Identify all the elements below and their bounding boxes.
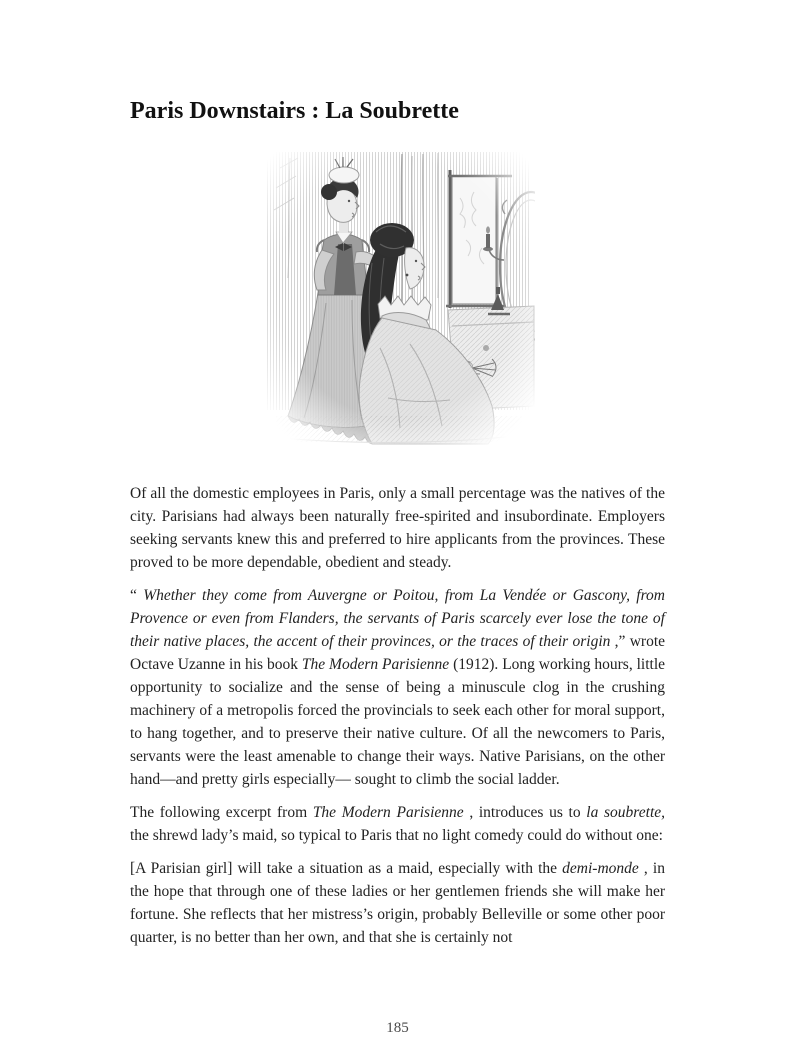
body-text — [130, 482, 665, 949]
page-number: 185 — [386, 1020, 409, 1036]
paragraph — [130, 584, 665, 791]
text-run: The Modern Parisienne — [301, 656, 450, 673]
text-run: [A Parisian girl] will take a situation as a maid, especially with the — [130, 860, 563, 877]
text-run: Whether they come from Auvergne or Poitou, from La Vendée or Gascony, from Provence or even from Flanders, the servants of Paris scarcely ever lose the tone of their native places, the accent of their provinces, or the traces of their origin — [130, 587, 665, 650]
text-run: , in the hope that through one of these ladies or her gentlemen friends she will make her fortune. She reflects that her mistress’s origin, probably Belleville or some other poor quarter, is no better than her own, and that she is certainly not — [130, 860, 665, 946]
paragraph — [130, 801, 665, 847]
text-run: , introduces us to — [463, 804, 587, 821]
text-run: the shrewd lady’s maid, so typical to Paris that no light comedy could do without one: — [130, 827, 663, 844]
text-run: la soubrette, — [586, 804, 666, 821]
page-title: Paris Downstairs : La Soubrette — [130, 98, 459, 124]
vignette-fade — [260, 148, 535, 446]
text-run: Of all the domestic employees in Paris, only a small percentage was the natives of the city. Parisians had always been naturally free-spirited and insubordinate. Employers seeking servants knew this and preferred to hire applicants from the provinces. These proved to be more dependable, obedient and steady. — [130, 485, 665, 571]
text-run: The Modern Parisienne — [312, 804, 464, 821]
text-run: The following excerpt from — [130, 804, 313, 821]
illustration-figure — [260, 148, 535, 446]
text-run: (1912). Long working hours, little opportunity to socialize and the sense of being a minuscule clog in the crushing machinery of a metropolis forced the provincials to seek each other for moral support, to hang together, and to preserve their native culture. Of all the newcomers to Paris, servants were the least amenable to change their ways. Native Parisians, on the other hand—and pretty girls especially— sought to climb the social ladder. — [130, 656, 666, 788]
engraving-maid-dressing-hair-image — [260, 148, 535, 446]
text-run: ,” wrote Octave Uzanne in his book — [130, 633, 666, 673]
paragraph — [130, 482, 665, 574]
paragraph — [130, 857, 665, 949]
text-run: demi-monde — [562, 860, 639, 877]
text-run: “ — [130, 587, 144, 604]
